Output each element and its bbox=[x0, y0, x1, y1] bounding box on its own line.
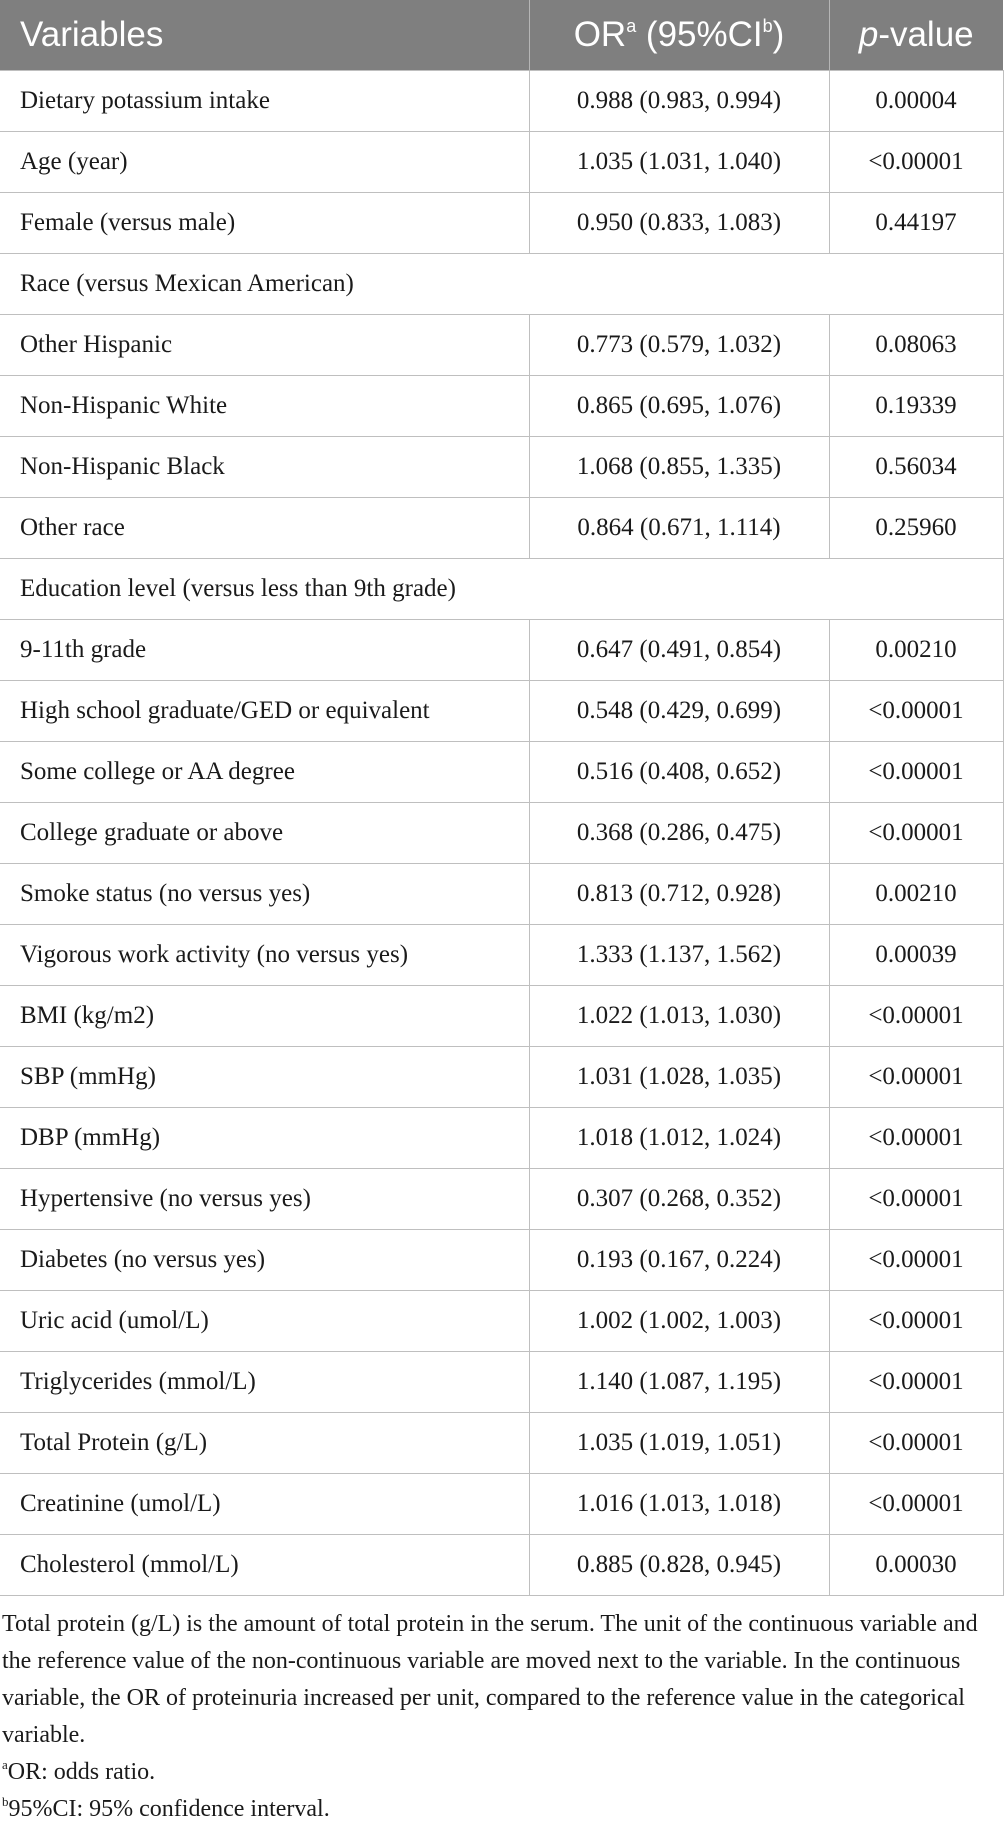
table-row bbox=[0, 742, 1003, 803]
table-row bbox=[0, 193, 1003, 254]
variable-cell: Smoke status (no versus yes) bbox=[0, 864, 529, 925]
or-ci-cell: 0.773 (0.579, 1.032) bbox=[529, 315, 829, 376]
p-value-cell: 0.56034 bbox=[829, 437, 1003, 498]
variable-cell: Some college or AA degree bbox=[0, 742, 529, 803]
or-ci-cell: 0.368 (0.286, 0.475) bbox=[529, 803, 829, 864]
table-header-row bbox=[0, 0, 1003, 71]
header-or-sup: a bbox=[626, 16, 637, 36]
variable-cell: College graduate or above bbox=[0, 803, 529, 864]
footnote-a-mark: a bbox=[2, 1757, 8, 1772]
table-row bbox=[0, 1291, 1003, 1352]
p-value-cell: <0.00001 bbox=[829, 1108, 1003, 1169]
footnote-b-mark: b bbox=[2, 1794, 9, 1809]
table-row bbox=[0, 71, 1003, 132]
table-row bbox=[0, 315, 1003, 376]
p-value-cell: <0.00001 bbox=[829, 986, 1003, 1047]
table-row bbox=[0, 620, 1003, 681]
or-ci-cell: 0.988 (0.983, 0.994) bbox=[529, 71, 829, 132]
table-group-row bbox=[0, 254, 1003, 315]
or-ci-cell: 1.068 (0.855, 1.335) bbox=[529, 437, 829, 498]
or-ci-cell: 1.140 (1.087, 1.195) bbox=[529, 1352, 829, 1413]
table-row bbox=[0, 1352, 1003, 1413]
or-ci-cell: 1.035 (1.019, 1.051) bbox=[529, 1413, 829, 1474]
table-row bbox=[0, 925, 1003, 986]
variable-cell: 9-11th grade bbox=[0, 620, 529, 681]
p-value-cell: <0.00001 bbox=[829, 1352, 1003, 1413]
header-or-label: OR bbox=[573, 15, 627, 54]
or-ci-cell: 0.885 (0.828, 0.945) bbox=[529, 1535, 829, 1596]
variable-cell: Hypertensive (no versus yes) bbox=[0, 1169, 529, 1230]
or-ci-cell: 1.022 (1.013, 1.030) bbox=[529, 986, 829, 1047]
table-row bbox=[0, 498, 1003, 559]
table-group-row bbox=[0, 559, 1003, 620]
p-value-cell: 0.08063 bbox=[829, 315, 1003, 376]
table-row bbox=[0, 986, 1003, 1047]
header-ci-label: (95%CI bbox=[636, 15, 763, 54]
header-variables bbox=[0, 0, 529, 71]
variable-cell: High school graduate/GED or equivalent bbox=[0, 681, 529, 742]
table-row bbox=[0, 681, 1003, 742]
group-label-cell: Race (versus Mexican American) bbox=[0, 254, 1003, 315]
table-row bbox=[0, 1108, 1003, 1169]
or-ci-cell: 0.193 (0.167, 0.224) bbox=[529, 1230, 829, 1291]
footnote-b bbox=[2, 1791, 1001, 1828]
table-row bbox=[0, 803, 1003, 864]
variable-cell: Female (versus male) bbox=[0, 193, 529, 254]
table-body bbox=[0, 71, 1003, 1596]
variable-cell: Triglycerides (mmol/L) bbox=[0, 1352, 529, 1413]
table-row bbox=[0, 864, 1003, 925]
variable-cell: Total Protein (g/L) bbox=[0, 1413, 529, 1474]
footnote-a-text: OR: odds ratio. bbox=[7, 1759, 156, 1785]
header-p-italic: p bbox=[858, 15, 879, 54]
or-ci-cell: 0.865 (0.695, 1.076) bbox=[529, 376, 829, 437]
p-value-cell: 0.00004 bbox=[829, 71, 1003, 132]
or-ci-cell: 1.002 (1.002, 1.003) bbox=[529, 1291, 829, 1352]
table-row bbox=[0, 1230, 1003, 1291]
or-ci-cell: 0.950 (0.833, 1.083) bbox=[529, 193, 829, 254]
variable-cell: Cholesterol (mmol/L) bbox=[0, 1535, 529, 1596]
variable-cell: Other race bbox=[0, 498, 529, 559]
header-ci-sup: b bbox=[762, 16, 773, 36]
or-ci-cell: 0.516 (0.408, 0.652) bbox=[529, 742, 829, 803]
p-value-cell: <0.00001 bbox=[829, 1474, 1003, 1535]
p-value-cell: <0.00001 bbox=[829, 1047, 1003, 1108]
variable-cell: Other Hispanic bbox=[0, 315, 529, 376]
or-ci-cell: 0.813 (0.712, 0.928) bbox=[529, 864, 829, 925]
p-value-cell: 0.00030 bbox=[829, 1535, 1003, 1596]
p-value-cell: <0.00001 bbox=[829, 1291, 1003, 1352]
p-value-cell: 0.44197 bbox=[829, 193, 1003, 254]
p-value-cell: <0.00001 bbox=[829, 681, 1003, 742]
header-variables-label: Variables bbox=[20, 15, 164, 54]
p-value-cell: <0.00001 bbox=[829, 1230, 1003, 1291]
p-value-cell: 0.00039 bbox=[829, 925, 1003, 986]
variable-cell: Non-Hispanic Black bbox=[0, 437, 529, 498]
or-ci-cell: 1.018 (1.012, 1.024) bbox=[529, 1108, 829, 1169]
p-value-cell: <0.00001 bbox=[829, 1413, 1003, 1474]
variable-cell: Vigorous work activity (no versus yes) bbox=[0, 925, 529, 986]
or-ci-cell: 0.307 (0.268, 0.352) bbox=[529, 1169, 829, 1230]
p-value-cell: <0.00001 bbox=[829, 132, 1003, 193]
or-ci-cell: 0.647 (0.491, 0.854) bbox=[529, 620, 829, 681]
header-p-value bbox=[829, 0, 1003, 71]
or-ci-cell: 1.031 (1.028, 1.035) bbox=[529, 1047, 829, 1108]
footnote-b-text: 95%CI: 95% confidence interval. bbox=[8, 1796, 330, 1822]
table-row bbox=[0, 1169, 1003, 1230]
table-row bbox=[0, 1474, 1003, 1535]
or-ci-cell: 0.548 (0.429, 0.699) bbox=[529, 681, 829, 742]
variable-cell: Uric acid (umol/L) bbox=[0, 1291, 529, 1352]
table-row bbox=[0, 132, 1003, 193]
table-row bbox=[0, 1535, 1003, 1596]
or-ci-cell: 0.864 (0.671, 1.114) bbox=[529, 498, 829, 559]
header-ci-close: ) bbox=[772, 15, 785, 54]
header-p-rest: -value bbox=[878, 15, 974, 54]
table-row bbox=[0, 1047, 1003, 1108]
p-value-cell: 0.25960 bbox=[829, 498, 1003, 559]
p-value-cell: <0.00001 bbox=[829, 803, 1003, 864]
table-footnotes bbox=[0, 1596, 1003, 1828]
p-value-cell: <0.00001 bbox=[829, 1169, 1003, 1230]
p-value-cell: 0.19339 bbox=[829, 376, 1003, 437]
footnote-main: Total protein (g/L) is the amount of total protein in the serum. The unit of the continuous variable and the reference value of the non-continuous variable are moved next to the variable. In the continuous variable, the OR of proteinuria increased per unit, compared to the reference value in the categorical variable. bbox=[2, 1611, 978, 1748]
variable-cell: Creatinine (umol/L) bbox=[0, 1474, 529, 1535]
table-row bbox=[0, 437, 1003, 498]
header-or-ci bbox=[529, 0, 829, 71]
p-value-cell: 0.00210 bbox=[829, 864, 1003, 925]
p-value-cell: 0.00210 bbox=[829, 620, 1003, 681]
or-ci-cell: 1.035 (1.031, 1.040) bbox=[529, 132, 829, 193]
variable-cell: SBP (mmHg) bbox=[0, 1047, 529, 1108]
variable-cell: Non-Hispanic White bbox=[0, 376, 529, 437]
footnote-a bbox=[2, 1754, 1001, 1791]
variable-cell: Dietary potassium intake bbox=[0, 71, 529, 132]
variable-cell: DBP (mmHg) bbox=[0, 1108, 529, 1169]
variable-cell: Diabetes (no versus yes) bbox=[0, 1230, 529, 1291]
or-ci-cell: 1.016 (1.013, 1.018) bbox=[529, 1474, 829, 1535]
or-ci-cell: 1.333 (1.137, 1.562) bbox=[529, 925, 829, 986]
variable-cell: Age (year) bbox=[0, 132, 529, 193]
table-row bbox=[0, 1413, 1003, 1474]
table-row bbox=[0, 376, 1003, 437]
group-label-cell: Education level (versus less than 9th grade) bbox=[0, 559, 1003, 620]
p-value-cell: <0.00001 bbox=[829, 742, 1003, 803]
variable-cell: BMI (kg/m2) bbox=[0, 986, 529, 1047]
